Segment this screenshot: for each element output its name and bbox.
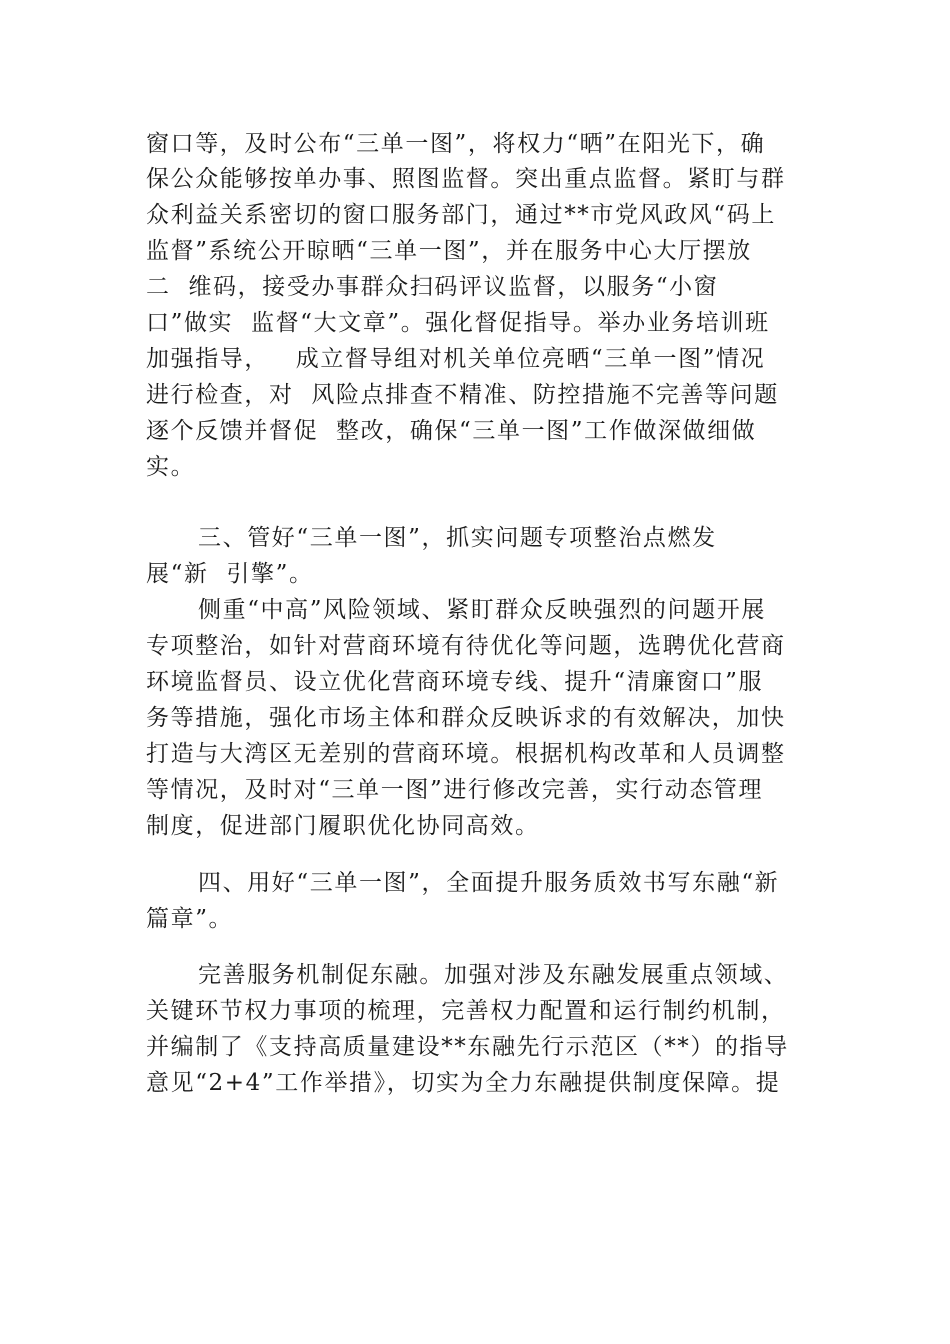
text-line-9: 逐个反馈并督促 整改，确保“三单一图”工作做深做细做 bbox=[146, 418, 757, 444]
text-line-25: 意见“2+4”工作举措》，切实为全力东融提供制度保障。提 bbox=[146, 1070, 781, 1096]
section-heading-4: 四、用好“三单一图”，全面提升服务质效书写东融“新 bbox=[198, 870, 780, 896]
text-line-5: 二 维码，接受办事群众扫码评议监督，以服务“小窗 bbox=[146, 274, 719, 300]
text-line-6: 口”做实 监督“大文章”。强化督促指导。举办业务培训班 bbox=[146, 310, 770, 336]
text-line-10: 实。 bbox=[146, 454, 196, 480]
text-line-24: 并编制了《支持高质量建设**东融先行示范区（**）的指导 bbox=[146, 1034, 789, 1060]
text-line-16: 务等措施，强化市场主体和群众反映诉求的有效解决，加快 bbox=[146, 705, 786, 731]
text-line-2: 保公众能够按单办事、照图监督。突出重点监督。紧盯与群 bbox=[146, 166, 786, 192]
text-line-1: 窗口等，及时公布“三单一图”，将权力“晒”在阳光下，确 bbox=[146, 131, 766, 157]
text-line-8: 进行检查，对 风险点排查不精准、防控措施不完善等问题 bbox=[146, 382, 779, 408]
text-line-18: 等情况，及时对“三单一图”进行修改完善，实行动态管理 bbox=[146, 777, 764, 803]
text-line-23: 关键环节权力事项的梳理，完善权力配置和运行制约机制， bbox=[146, 998, 786, 1024]
text-line-4: 监督”系统公开晾晒“三单一图”，并在服务中心大厅摆放 bbox=[146, 238, 752, 264]
text-line-3: 众利益关系密切的窗口服务部门，通过**市党风政风“码上 bbox=[146, 202, 776, 228]
text-line-14: 专项整治，如针对营商环境有待优化等问题，选聘优化营商 bbox=[146, 633, 786, 659]
text-line-7: 加强指导， 成立督导组对机关单位亮晒“三单一图”情况 bbox=[146, 346, 766, 372]
text-line-15: 环境监督员、设立优化营商环境专线、提升“清廉窗口”服 bbox=[146, 669, 764, 695]
text-line-22: 完善服务机制促东融。加强对涉及东融发展重点领域、 bbox=[198, 962, 789, 988]
text-line-13: 侧重“中高”风险领域、紧盯群众反映强烈的问题开展 bbox=[198, 597, 766, 623]
section-heading-4-cont: 篇章”。 bbox=[146, 906, 234, 932]
section-heading-3: 三、管好“三单一图”，抓实问题专项整治点燃发 bbox=[198, 525, 717, 551]
text-line-17: 打造与大湾区无差别的营商环境。根据机构改革和人员调整 bbox=[146, 741, 786, 767]
text-line-19: 制度，促进部门履职优化协同高效。 bbox=[146, 813, 540, 839]
section-heading-3-cont: 展“新 引擎”。 bbox=[146, 561, 314, 587]
